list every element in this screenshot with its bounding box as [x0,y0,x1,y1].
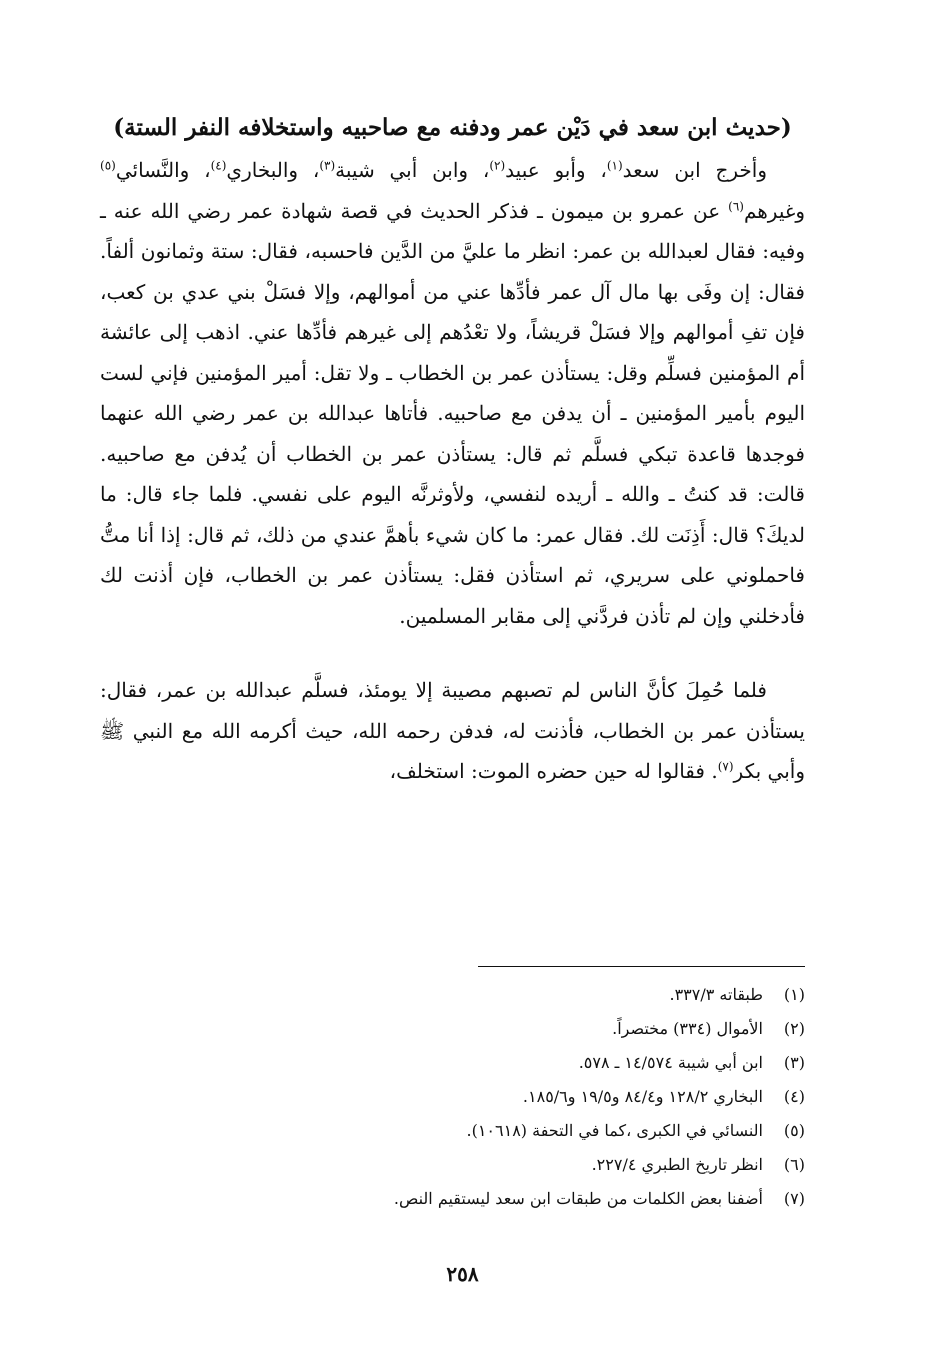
footnote-item [240,1019,805,1053]
footnote-ref-1[interactable]: (١) [606,158,623,173]
paragraph-gap [100,636,805,670]
footnote-ref-3[interactable]: (٣) [319,158,336,173]
footnote-text: ابن أبي شيبة ١٤/٥٧٤ ـ ٥٧٨. [578,1053,763,1072]
footnote-item [240,1155,805,1189]
footnote-ref-7[interactable]: (٧) [717,759,734,774]
footnote-text: البخاري ١٢٨/٢ و٨٤/٤ و١٩/٥ و١٨٥/٦. [522,1087,763,1106]
footnote-number: (٧) [783,1189,805,1208]
footnote-number: (٢) [783,1019,805,1038]
footnote-text: الأموال (٣٣٤) مختصراً. [612,1019,763,1038]
text-segment: فلما حُمِلَ كأنَّ الناس لم تصبهم مصيبة إلا يومئذ، فسلَّم عبدالله بن عمر، فقال: يستأذن عمر بن الخطاب، فأذنت له، فدفن رحمه الله، حيث أكرمه الله مع النبي ﷺ وأبي بكر [100,678,805,783]
footnote-item [240,1087,805,1121]
footnote-ref-6[interactable]: (٦) [728,198,744,213]
footnote-divider [478,966,805,967]
main-paragraph-2 [100,670,805,792]
footnote-item [240,985,805,1019]
footnote-text: طبقاته ٣٣٧/٣. [669,985,763,1004]
footnote-text: انظر تاريخ الطبري ٢٢٧/٤. [591,1155,763,1174]
footnote-ref-5[interactable]: (٥) [100,158,116,173]
footnote-item [240,1189,805,1223]
text-segment: ، وابن أبي شيبة [335,158,490,182]
footnote-item [240,1053,805,1087]
footnote-ref-2[interactable]: (٢) [489,158,506,173]
section-heading: (حديث ابن سعد في دَيْن عمر ودفنه مع صاحبيه واستخلافه النفر الستة) [113,114,792,141]
page-body [100,108,805,792]
footnotes-list [240,985,805,1223]
text-segment: ، وأبو عبيد [505,158,607,182]
footnote-number: (٤) [783,1087,805,1106]
footnote-text: النسائي في الكبرى ،كما في التحفة (١٠٦١٨). [466,1121,763,1140]
text-segment: وأخرج ابن سعد [622,158,767,182]
text-segment: ، والنَّسائي [115,158,211,182]
footnote-number: (٦) [783,1155,805,1174]
footnote-ref-4[interactable]: (٤) [210,158,227,173]
footnote-number: (٥) [783,1121,805,1140]
footnote-text: أضفنا بعض الكلمات من طبقات ابن سعد ليستقيم النص. [393,1189,763,1208]
main-paragraph-1 [100,150,805,636]
page-number: ٢٥٨ [446,1262,479,1286]
footnote-number: (١) [783,985,805,1004]
footnote-number: (٣) [783,1053,805,1072]
text-segment: عن عمرو بن ميمون ـ فذكر الحديث في قصة شهادة عمر رضي الله عنه ـ وفيه: فقال لعبدالله بن عمر: انظر ما عليَّ من الدَّين فاحسبه، فقال: ستة وثمانون ألفاً. فقال: إن وفَى بها مال آل عمر فأدِّها عني من أموالهم، وإلا فسَلْ بني عدي بن كعب، فإن تفِ أموالهم وإلا فسَلْ قريشاً، ولا تعْدُهم إلى غيرهم فأدِّها عني. اذهب إلى عائشة أم المؤمنين فسلِّم وقل: يستأذن عمر بن الخطاب ـ ولا تقل: أمير المؤمنين فإني لست اليوم بأمير المؤمنين ـ أن يدفن مع صاحبيه. فأتاها عبدالله بن عمر رضي الله عنهما فوجدها قاعدة تبكي فسلَّم ثم قال: يستأذن عمر بن الخطاب أن يُدفن مع صاحبيه. قالت: قد كنتُ ـ والله ـ أريده لنفسي، ولأوثرنَّه اليوم على نفسي. فلما جاء قال: ما لديكَ؟ قال: أَذِنَت لك. فقال عمر: ما كان شيء بأهمَّ عندي من ذلك، ثم قال: إذا أنا متُّ فاحملوني على سريري، ثم استأذن فقل: يستأذن عمر بن الخطاب، فإن أذنت لك فأدخلني وإن لم تأذن فردَّني إلى مقابر المسلمين. [100,198,805,628]
text-segment: ، والبخاري [226,158,320,182]
footnote-item [240,1121,805,1155]
text-segment: وغيرهم [743,198,805,223]
text-segment: . فقالوا له حين حضره الموت: استخلف، [389,759,718,783]
